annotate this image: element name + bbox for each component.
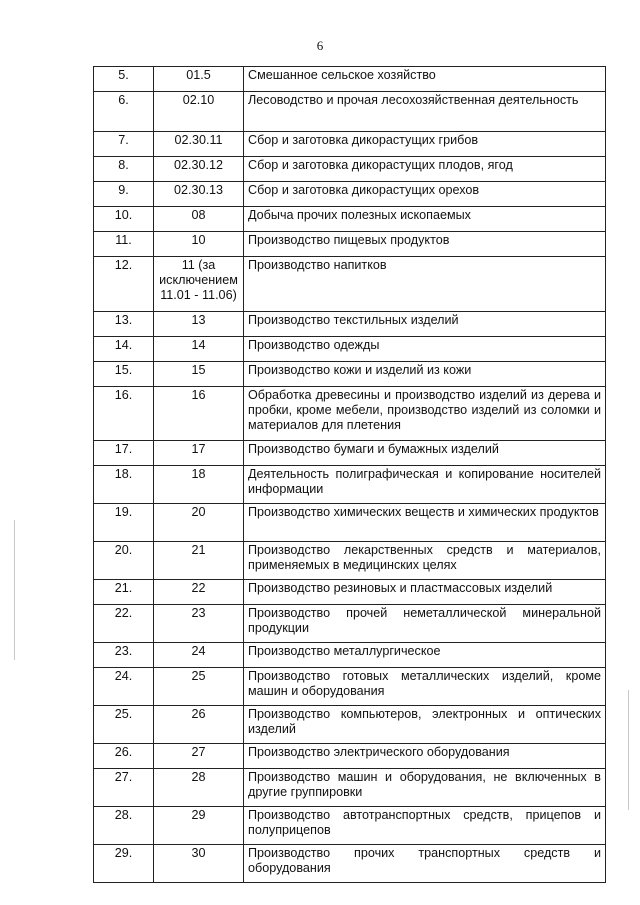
okved-code: 01.5 (154, 67, 244, 92)
okved-code: 26 (154, 706, 244, 744)
table-row (94, 504, 606, 542)
row-number: 21. (94, 580, 154, 605)
activity-description: Производство электрического оборудования (244, 744, 606, 769)
okved-code: 08 (154, 207, 244, 232)
okved-code: 14 (154, 337, 244, 362)
okved-code: 15 (154, 362, 244, 387)
row-number: 28. (94, 807, 154, 845)
activity-description: Производство резиновых и пластмассовых изделий (244, 580, 606, 605)
row-number: 19. (94, 504, 154, 542)
activity-description: Производство металлургическое (244, 643, 606, 668)
scan-edge-mark (628, 690, 629, 810)
okved-code: 13 (154, 312, 244, 337)
table-row (94, 706, 606, 744)
activity-description: Лесоводство и прочая лесохозяйственная деятельность (244, 92, 606, 132)
table-row (94, 769, 606, 807)
table-row (94, 605, 606, 643)
table-row (94, 542, 606, 580)
row-number: 11. (94, 232, 154, 257)
row-number: 18. (94, 466, 154, 504)
row-number: 5. (94, 67, 154, 92)
table-row (94, 157, 606, 182)
row-number: 15. (94, 362, 154, 387)
activity-description: Производство химических веществ и химических продуктов (244, 504, 606, 542)
activity-description: Смешанное сельское хозяйство (244, 67, 606, 92)
row-number: 27. (94, 769, 154, 807)
table-row (94, 67, 606, 92)
okved-code: 27 (154, 744, 244, 769)
row-number: 16. (94, 387, 154, 441)
okved-code: 28 (154, 769, 244, 807)
table-row (94, 182, 606, 207)
okved-code: 02.10 (154, 92, 244, 132)
row-number: 13. (94, 312, 154, 337)
activity-description: Добыча прочих полезных ископаемых (244, 207, 606, 232)
okved-code: 24 (154, 643, 244, 668)
activity-description: Производство прочих транспортных средств и оборудования (244, 845, 606, 883)
okved-code: 11 (за исключением 11.01 - 11.06) (154, 257, 244, 312)
table-row (94, 132, 606, 157)
row-number: 14. (94, 337, 154, 362)
table-row (94, 387, 606, 441)
table-row (94, 337, 606, 362)
activity-description: Производство одежды (244, 337, 606, 362)
row-number: 25. (94, 706, 154, 744)
okved-code: 10 (154, 232, 244, 257)
activity-description: Производство готовых металлических изделий, кроме машин и оборудования (244, 668, 606, 706)
row-number: 20. (94, 542, 154, 580)
row-number: 8. (94, 157, 154, 182)
row-number: 9. (94, 182, 154, 207)
okved-code: 21 (154, 542, 244, 580)
row-number: 17. (94, 441, 154, 466)
table-row (94, 257, 606, 312)
activity-description: Производство пищевых продуктов (244, 232, 606, 257)
okved-code: 18 (154, 466, 244, 504)
table-row (94, 92, 606, 132)
okved-code: 22 (154, 580, 244, 605)
table-row (94, 441, 606, 466)
row-number: 22. (94, 605, 154, 643)
table-row (94, 643, 606, 668)
okved-code: 30 (154, 845, 244, 883)
row-number: 12. (94, 257, 154, 312)
activity-description: Производство автотранспортных средств, прицепов и полуприцепов (244, 807, 606, 845)
activity-description: Обработка древесины и производство изделий из дерева и пробки, кроме мебели, производство изделий из соломки и материалов для плетения (244, 387, 606, 441)
activity-description: Производство текстильных изделий (244, 312, 606, 337)
table-row (94, 466, 606, 504)
okved-code: 02.30.13 (154, 182, 244, 207)
activity-description: Производство бумаги и бумажных изделий (244, 441, 606, 466)
table-row (94, 232, 606, 257)
table-row (94, 744, 606, 769)
okved-code: 02.30.12 (154, 157, 244, 182)
okved-code: 29 (154, 807, 244, 845)
okved-code: 25 (154, 668, 244, 706)
row-number: 10. (94, 207, 154, 232)
row-number: 26. (94, 744, 154, 769)
row-number: 29. (94, 845, 154, 883)
activity-description: Деятельность полиграфическая и копирование носителей информации (244, 466, 606, 504)
activity-description: Сбор и заготовка дикорастущих грибов (244, 132, 606, 157)
activity-description: Производство компьютеров, электронных и оптических изделий (244, 706, 606, 744)
row-number: 24. (94, 668, 154, 706)
activity-description: Производство прочей неметаллической минеральной продукции (244, 605, 606, 643)
activity-codes-table (93, 66, 606, 883)
table-row (94, 668, 606, 706)
row-number: 23. (94, 643, 154, 668)
okved-code: 16 (154, 387, 244, 441)
activity-description: Производство лекарственных средств и материалов, применяемых в медицинских целях (244, 542, 606, 580)
activity-description: Производство машин и оборудования, не включенных в другие группировки (244, 769, 606, 807)
table-row (94, 807, 606, 845)
okved-code: 23 (154, 605, 244, 643)
page-number: 6 (316, 38, 324, 53)
table-body (94, 67, 606, 883)
row-number: 6. (94, 92, 154, 132)
activity-description: Производство напитков (244, 257, 606, 312)
table-row (94, 207, 606, 232)
table-row (94, 312, 606, 337)
activity-description: Сбор и заготовка дикорастущих плодов, ягод (244, 157, 606, 182)
scan-edge-mark (14, 520, 15, 660)
table-row (94, 362, 606, 387)
okved-code: 20 (154, 504, 244, 542)
okved-code: 17 (154, 441, 244, 466)
table-row (94, 845, 606, 883)
okved-code: 02.30.11 (154, 132, 244, 157)
activity-description: Сбор и заготовка дикорастущих орехов (244, 182, 606, 207)
row-number: 7. (94, 132, 154, 157)
activity-description: Производство кожи и изделий из кожи (244, 362, 606, 387)
table-row (94, 580, 606, 605)
